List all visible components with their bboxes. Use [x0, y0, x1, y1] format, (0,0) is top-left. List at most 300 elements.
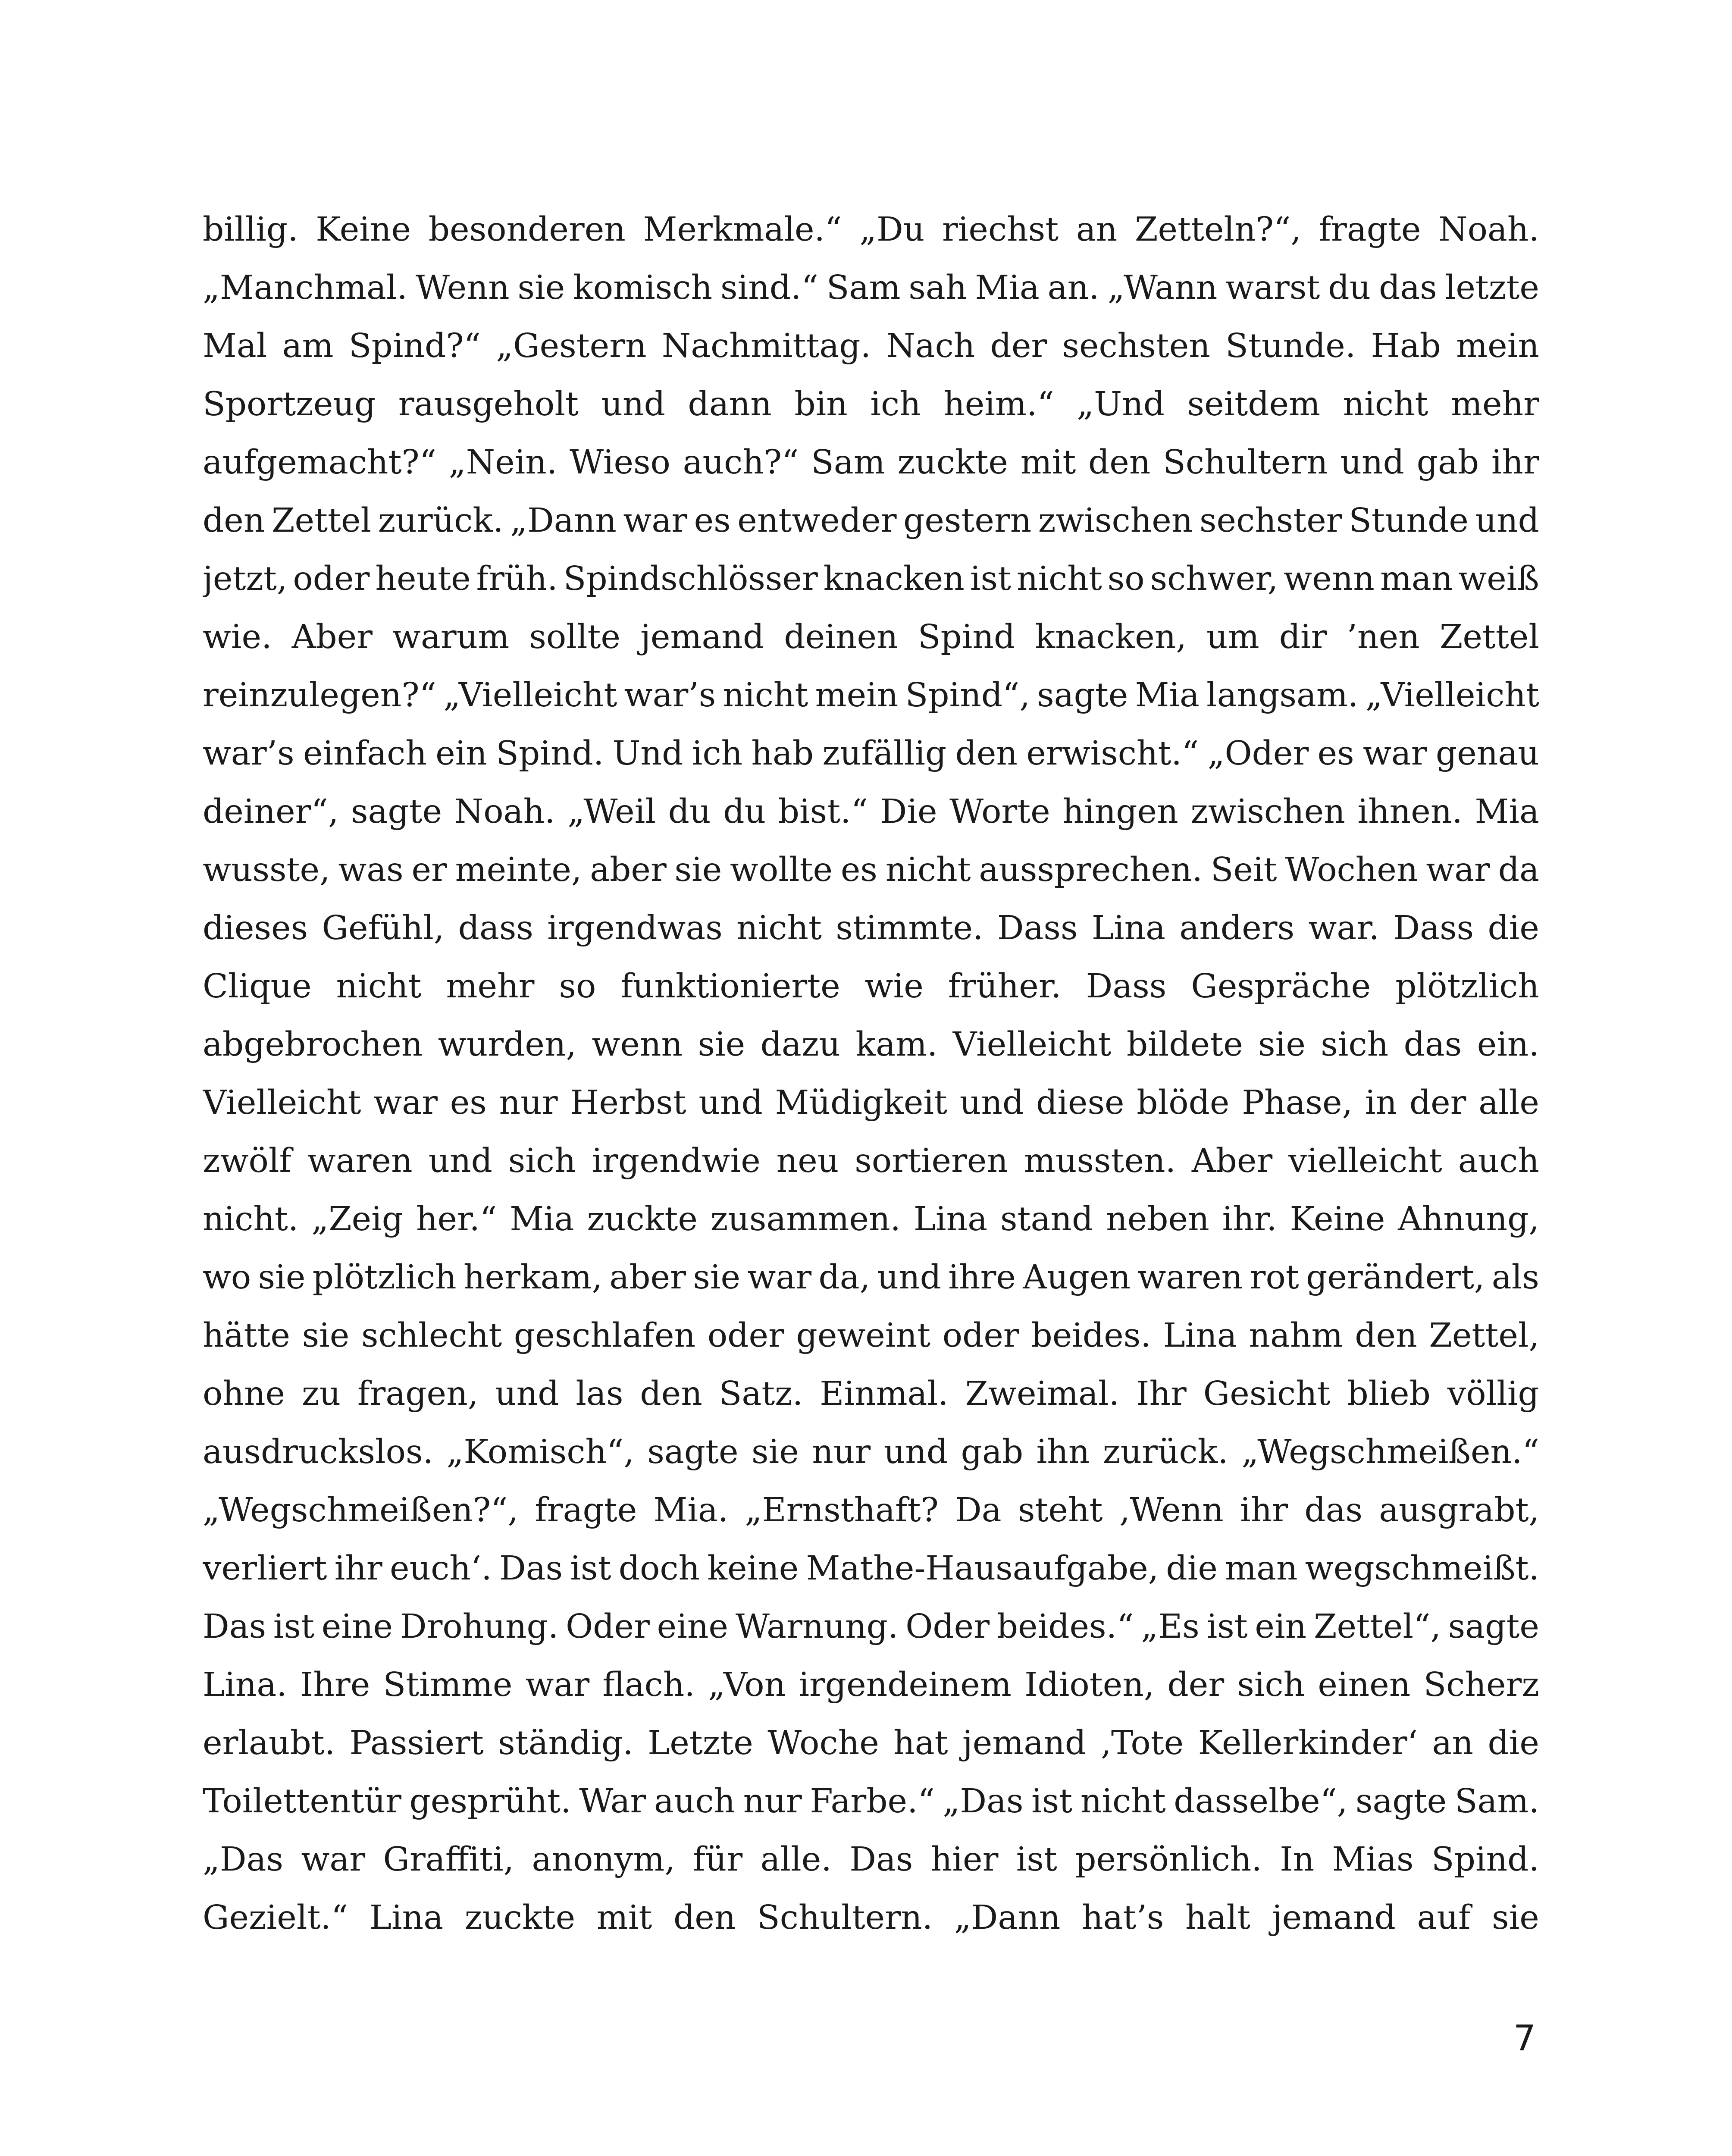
word: halt: [1185, 1899, 1251, 1937]
word: dasselbe“,: [1174, 1782, 1348, 1821]
word: Graffiti,: [383, 1840, 514, 1879]
word: ein: [1255, 1608, 1307, 1646]
word: bildete: [1126, 1025, 1243, 1064]
word: ein.: [1477, 1025, 1539, 1064]
word: doch: [618, 1549, 700, 1588]
word: der: [1167, 1666, 1225, 1704]
word: Das: [203, 1608, 266, 1646]
word: die: [1488, 909, 1539, 947]
text-line: [203, 492, 1539, 550]
word: flach.: [602, 1666, 695, 1704]
word: auch: [654, 1782, 736, 1821]
word: nahm: [1249, 1316, 1343, 1355]
word: wenn: [592, 1025, 683, 1064]
word: „Nein.: [448, 443, 557, 482]
word: sortieren: [855, 1142, 1009, 1180]
word: Zettel: [272, 501, 372, 540]
text-line: [203, 1190, 1539, 1248]
word: dieses: [203, 909, 308, 947]
word: stand: [1000, 1200, 1093, 1238]
word: eine: [321, 1608, 393, 1646]
word: man: [1225, 1549, 1298, 1588]
word: persönlich.: [1075, 1840, 1262, 1879]
word: oder: [707, 1316, 784, 1355]
word: mit: [596, 1899, 652, 1937]
word: las: [576, 1375, 623, 1413]
word: knacken: [823, 560, 965, 598]
word: so: [559, 967, 596, 1006]
word: Woche: [767, 1724, 879, 1762]
word: und: [959, 1084, 1024, 1122]
word: Lina.: [203, 1666, 287, 1704]
word: kam.: [855, 1025, 938, 1064]
text-line: [203, 608, 1539, 666]
word: fragte: [535, 1491, 637, 1529]
word: keine: [707, 1549, 799, 1588]
text-line: [203, 1132, 1539, 1190]
word: „Oder: [1207, 734, 1309, 773]
word: sie: [693, 1258, 741, 1297]
word: Farbe.“: [810, 1782, 935, 1821]
word: Kellerkinder‘: [1198, 1724, 1418, 1762]
word: ich: [870, 385, 921, 423]
word: sagte: [351, 793, 442, 831]
word: knacken,: [1035, 618, 1187, 656]
word: Einmal.: [820, 1375, 949, 1413]
word: vielleicht: [1288, 1142, 1442, 1180]
word: war: [623, 501, 688, 540]
word: jemand: [640, 618, 764, 656]
word: sie: [752, 1433, 799, 1471]
word: es: [840, 851, 877, 889]
word: nicht: [336, 967, 422, 1006]
word: ist: [570, 1549, 611, 1588]
word: riechst: [942, 210, 1059, 249]
word: oder: [293, 560, 370, 598]
word: letzte: [1445, 269, 1539, 307]
word: ist: [1031, 1782, 1073, 1821]
word: meinte,: [455, 851, 582, 889]
word: ihr: [334, 1549, 382, 1588]
word: du: [723, 793, 766, 831]
word: war: [301, 1840, 366, 1879]
word: aber: [590, 851, 667, 889]
word: und: [601, 385, 665, 423]
word: ohne: [203, 1375, 285, 1413]
word: der: [990, 327, 1047, 365]
word: sechster: [1199, 501, 1342, 540]
word: zuckte: [897, 443, 1009, 482]
word: „Wegschmeißen.“: [1241, 1433, 1539, 1471]
word: sie: [302, 1316, 350, 1355]
word: gab: [961, 1433, 1024, 1471]
word: mit: [1020, 443, 1076, 482]
word: „Komisch“,: [446, 1433, 634, 1471]
word: mein: [1456, 327, 1539, 365]
word: heute: [375, 560, 471, 598]
word: Mia: [1475, 793, 1539, 831]
word: Spind?“: [348, 327, 481, 365]
word: war: [747, 1258, 812, 1297]
text-line: [203, 666, 1539, 724]
word: sollte: [529, 618, 620, 656]
text-line: [203, 201, 1539, 259]
word: für: [693, 1840, 743, 1879]
word: so: [1107, 560, 1145, 598]
word: den: [1355, 1316, 1417, 1355]
text-line: [203, 1656, 1539, 1714]
word: rausgeholt: [398, 385, 579, 423]
word: zusammen.: [710, 1200, 901, 1238]
word: und: [877, 1258, 942, 1297]
word: sie: [674, 851, 722, 889]
word: auf: [1417, 1899, 1471, 1937]
word: mehr: [1451, 385, 1539, 423]
word: ihr.: [1222, 1200, 1277, 1238]
word: Drohung.: [400, 1608, 559, 1646]
word: an.: [1047, 269, 1099, 307]
word: man: [1380, 560, 1453, 598]
word: geweint: [796, 1316, 931, 1355]
word: zwischen: [1190, 793, 1345, 831]
word: wo: [203, 1258, 251, 1297]
word: „Das: [943, 1782, 1024, 1821]
word: um: [1206, 618, 1259, 656]
word: sagte: [1356, 1782, 1447, 1821]
word: Zettel,: [1429, 1316, 1539, 1355]
word: ihr: [1240, 1491, 1288, 1529]
word: Vielleicht: [203, 1084, 361, 1122]
word: wegschmeißt.: [1305, 1549, 1539, 1588]
word: hier: [930, 1840, 999, 1879]
word: hat’s: [1082, 1899, 1164, 1937]
word: Lina: [1163, 1316, 1237, 1355]
word: es: [450, 1084, 487, 1122]
word: „Das: [203, 1840, 284, 1879]
word: „Ernsthaft?: [745, 1491, 939, 1529]
word: ihr: [1491, 443, 1539, 482]
word: ausdruckslos.: [203, 1433, 433, 1471]
word: herkam,: [463, 1258, 602, 1297]
word: Spind.: [1431, 1840, 1539, 1879]
word: anonym,: [532, 1840, 675, 1879]
word: Wieso: [570, 443, 670, 482]
word: Dass: [1086, 967, 1167, 1006]
word: reinzulegen?“: [203, 676, 437, 714]
word: Spind“,: [905, 676, 1030, 714]
word: gerändert,: [1306, 1258, 1485, 1297]
word: Scherz: [1423, 1666, 1539, 1704]
word: in: [1365, 1084, 1397, 1122]
word: den: [203, 501, 265, 540]
word: rot: [1250, 1258, 1299, 1297]
text-line: [203, 1830, 1539, 1889]
text-line: [203, 433, 1539, 492]
word: einfach: [303, 734, 427, 773]
word: seitdem: [1187, 385, 1321, 423]
word: sechsten: [1062, 327, 1210, 365]
word: oder: [942, 1316, 1019, 1355]
word: schwer,: [1150, 560, 1278, 598]
word: Wenn: [415, 269, 510, 307]
word: Gespräche: [1191, 967, 1371, 1006]
word: nicht: [1343, 385, 1428, 423]
word: zuckte: [587, 1200, 698, 1238]
word: Ihre: [300, 1666, 370, 1704]
word: War: [579, 1782, 646, 1821]
word: steht: [1018, 1491, 1103, 1529]
text-line: [203, 375, 1539, 433]
word: Warnung.: [735, 1608, 899, 1646]
word: alle.: [760, 1840, 832, 1879]
word: wie.: [203, 618, 272, 656]
word: Schultern: [1163, 443, 1328, 482]
word: warst: [1225, 269, 1320, 307]
word: Idioten,: [1024, 1666, 1155, 1704]
word: an: [1432, 1724, 1474, 1762]
text-line: [203, 1423, 1539, 1481]
word: ’nen: [1347, 618, 1420, 656]
word: Dass: [997, 909, 1078, 947]
word: „Von: [708, 1666, 786, 1704]
word: aussprechen.: [979, 851, 1203, 889]
word: sagte: [1037, 676, 1128, 714]
word: Stunde.: [1225, 327, 1356, 365]
word: zufällig: [822, 734, 947, 773]
word: Aber: [1191, 1142, 1273, 1180]
word: aber: [609, 1258, 686, 1297]
word: Keine: [1290, 1200, 1385, 1238]
text-line: [203, 1714, 1539, 1772]
word: warum: [392, 618, 510, 656]
word: gab: [1416, 443, 1479, 482]
word: dann: [688, 385, 772, 423]
word: da: [1498, 851, 1539, 889]
word: geschlafen: [514, 1316, 696, 1355]
word: weiß: [1458, 560, 1539, 598]
word: „Du: [859, 210, 925, 249]
word: einen: [1318, 1666, 1411, 1704]
word: Sam: [826, 269, 901, 307]
body-text: [203, 201, 1539, 1947]
word: Ahnung,: [1398, 1200, 1539, 1238]
word: war: [373, 1084, 438, 1122]
word: Noah.: [454, 793, 555, 831]
word: irgendeinem: [799, 1666, 1012, 1704]
word: dir: [1279, 618, 1327, 656]
word: waren: [307, 1142, 413, 1180]
word: Mia: [1135, 676, 1200, 714]
word: fragte: [1319, 210, 1421, 249]
word: abgebrochen: [203, 1025, 423, 1064]
word: Satz.: [719, 1375, 803, 1413]
word: alle: [1478, 1084, 1539, 1122]
word: mussten.: [1024, 1142, 1176, 1180]
word: „Wegschmeißen?“,: [203, 1491, 519, 1529]
word: jemand: [962, 1724, 1087, 1762]
word: blöde: [1137, 1084, 1230, 1122]
word: es: [694, 501, 731, 540]
word: euch‘.: [389, 1549, 492, 1588]
word: Zettel: [1439, 618, 1539, 656]
word: „Zeig: [311, 1200, 404, 1238]
word: zurück.: [1102, 1433, 1228, 1471]
word: Phase,: [1242, 1084, 1353, 1122]
word: Passiert: [349, 1724, 484, 1762]
word: gestern: [903, 501, 1032, 540]
word: aufgemacht?“: [203, 443, 437, 482]
word: sie: [1492, 1899, 1539, 1937]
word: sie: [1258, 1025, 1306, 1064]
word: deinen: [784, 618, 898, 656]
word: Mal: [203, 327, 267, 365]
word: Wochen: [1285, 851, 1418, 889]
word: entweder: [737, 501, 897, 540]
word: zwischen: [1038, 501, 1193, 540]
word: und: [883, 1433, 948, 1471]
text-line: [203, 1307, 1539, 1365]
word: nicht: [723, 676, 808, 714]
word: Lina: [913, 1200, 988, 1238]
word: ist: [1206, 1608, 1248, 1646]
word: die: [1166, 1549, 1218, 1588]
word: zurück.: [378, 501, 504, 540]
word: Gezielt.“: [203, 1899, 348, 1937]
word: schlecht: [361, 1316, 502, 1355]
text-line: [203, 1248, 1539, 1307]
text-line: [203, 841, 1539, 899]
word: war.: [1308, 909, 1380, 947]
word: Die: [880, 793, 937, 831]
word: stimmte.: [836, 909, 983, 947]
word: da,: [818, 1258, 871, 1297]
text-line: [203, 1074, 1539, 1132]
word: waren: [1137, 1258, 1243, 1297]
word: neu: [776, 1142, 839, 1180]
word: ihre: [948, 1258, 1016, 1297]
word: Müdigkeit: [775, 1084, 947, 1122]
word: Spind: [918, 618, 1015, 656]
text-line: [203, 899, 1539, 957]
word: Clique: [203, 967, 312, 1006]
word: völlig: [1447, 1375, 1539, 1413]
word: sie: [517, 269, 565, 307]
word: mein: [815, 676, 899, 714]
text-line: [203, 1365, 1539, 1423]
text-line: [203, 957, 1539, 1015]
word: und: [1340, 443, 1404, 482]
text-line: [203, 1481, 1539, 1539]
word: war: [525, 1666, 590, 1704]
word: nicht.: [203, 1200, 299, 1238]
word: beides.: [1031, 1316, 1151, 1355]
word: auch: [1458, 1142, 1539, 1180]
word: „Und: [1077, 385, 1165, 423]
word: Augen: [1023, 1258, 1131, 1297]
word: anders: [1179, 909, 1295, 947]
word: plötzlich: [312, 1258, 457, 1297]
word: Zweimal.: [965, 1375, 1120, 1413]
word: Mias: [1332, 1840, 1414, 1879]
word: Letzte: [648, 1724, 753, 1762]
word: ihn: [1036, 1433, 1090, 1471]
word: war’s: [203, 734, 294, 773]
word: und: [1475, 501, 1539, 540]
text-line: [203, 1015, 1539, 1074]
word: Zetteln?“,: [1135, 210, 1301, 249]
word: „Gestern: [496, 327, 647, 365]
word: zu: [301, 1375, 341, 1413]
word: Hab: [1371, 327, 1441, 365]
word: Mia.: [653, 1491, 729, 1529]
word: früh.: [476, 560, 558, 598]
word: erwischt.“: [1026, 734, 1199, 773]
word: zuckte: [464, 1899, 576, 1937]
word: Da: [955, 1491, 1002, 1529]
word: du: [1328, 269, 1371, 307]
word: ‚Tote: [1100, 1724, 1184, 1762]
word: wurden,: [438, 1025, 577, 1064]
word: neben: [1106, 1200, 1209, 1238]
word: früher.: [948, 967, 1062, 1006]
word: Ihr: [1136, 1375, 1187, 1413]
word: Spindschlösser: [563, 560, 818, 598]
word: sich: [508, 1142, 576, 1180]
word: ist: [273, 1608, 315, 1646]
word: war: [1362, 734, 1427, 773]
word: Stimme: [383, 1666, 513, 1704]
word: wie: [864, 967, 924, 1006]
word: hingen: [1062, 793, 1178, 831]
word: sich: [1237, 1666, 1305, 1704]
word: sie: [698, 1025, 745, 1064]
word: er: [411, 851, 447, 889]
word: hätte: [203, 1316, 290, 1355]
word: „Weil: [567, 793, 656, 831]
word: Und: [612, 734, 683, 773]
word: an: [1076, 210, 1118, 249]
word: verliert: [203, 1549, 327, 1588]
text-line: [203, 259, 1539, 317]
word: den: [1088, 443, 1151, 482]
word: wusste,: [203, 851, 330, 889]
word: dass: [458, 909, 533, 947]
word: Noah.: [1438, 210, 1539, 249]
word: Dass: [1393, 909, 1474, 947]
text-line: [203, 1598, 1539, 1656]
word: Sam.: [1454, 1782, 1539, 1821]
word: nicht: [885, 851, 971, 889]
word: und: [428, 1142, 492, 1180]
word: wenn: [1284, 560, 1375, 598]
word: Gesicht: [1203, 1375, 1331, 1413]
word: Sportzeug: [203, 385, 376, 423]
word: war: [1426, 851, 1490, 889]
word: eine: [657, 1608, 728, 1646]
word: als: [1491, 1258, 1539, 1297]
word: ausgrabt,: [1379, 1491, 1539, 1529]
word: sind.“: [720, 269, 818, 307]
word: nicht: [1016, 560, 1102, 598]
word: der: [1409, 1084, 1466, 1122]
word: diese: [1036, 1084, 1124, 1122]
word: Schultern.: [757, 1899, 933, 1937]
word: plötzlich: [1395, 967, 1539, 1006]
text-line: [203, 550, 1539, 608]
word: den: [673, 1899, 736, 1937]
word: genau: [1435, 734, 1539, 773]
word: „Vielleicht: [443, 676, 617, 714]
